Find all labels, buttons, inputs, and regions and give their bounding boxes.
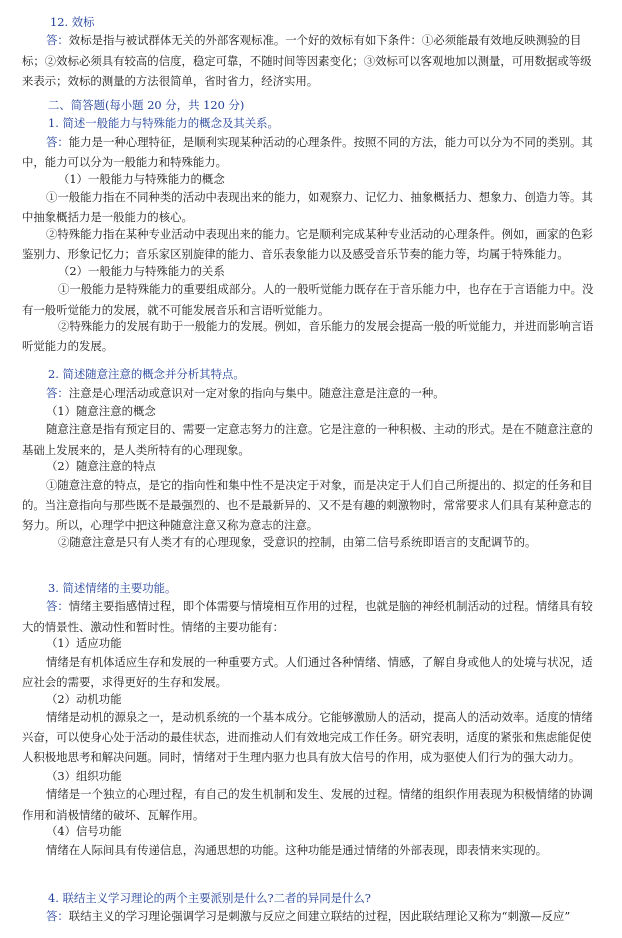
question-3-sub3-p1: 情绪是一个独立的心理过程，有自己的发生机制和发生、发展的过程。情绪的组织作用表现为积极情绪的协调作用和消极情绪的破坏、瓦解作用。	[22, 787, 593, 822]
question-1-title: 1. 简述一般能力与特殊能力的概念及其关系。	[48, 116, 279, 131]
question-1-sub1-title: （1）一般能力与特殊能力的概念	[58, 171, 225, 186]
question-2-sub1-p1: 随意注意是指有预定目的、需要一定意志努力的注意。它是注意的一种积极、主动的形式。是在不随意注意的基础上发展来的，是人类所特有的心理现象。	[22, 422, 593, 457]
question-1-sub2-title: （2）一般能力与特殊能力的关系	[58, 263, 225, 278]
item-12-answer	[22, 30, 600, 91]
question-3-title: 3. 简述情绪的主要功能。	[48, 580, 177, 595]
question-2-sub1-title: （1）随意注意的概念	[46, 403, 156, 418]
answer-label: 答：	[46, 33, 69, 48]
question-1-sub1-p1: ①一般能力指在不同种类的活动中表现出来的能力，如观察力、记忆力、抽象概括力、想象力、创造力等。其中抽象概括力是一般能力的核心。	[22, 190, 593, 225]
answer-label: 答：	[46, 385, 69, 400]
question-1-sub2-p2: ②特殊能力的发展有助于一般能力的发展。例如，音乐能力的发展会提高一般的听觉能力，并进而影响言语听觉能力的发展。	[22, 319, 594, 354]
question-3-sub1-title: （1）适应功能	[46, 636, 122, 651]
question-3-sub3-title: （3）组织功能	[46, 768, 122, 783]
answer-text: 注意是心理活动或意识对一定对象的指向与集中。随意注意是注意的一种。	[68, 385, 445, 400]
answer-text: 效标是指与被试群体无关的外部客观标准。一个好的效标有如下条件：①必须能最有效地反映测验的目标；②效标必须具有较高的信度，稳定可靠，不随时间等因素变化；③效标可以客观地加以测量，可用数据或等级来表示；效标的测量的方法很简单，省时省力，经济实用。	[22, 33, 592, 88]
question-1-sub1-p2: ②特殊能力指在某种专业活动中表现出来的能力。它是顺利完成某种专业活动的心理条件。例如，画家的色彩鉴别力、形象记忆力；音乐家区别旋律的能力、音乐表象能力以及感受音乐节奏的能力等，均属于特殊能力。	[22, 227, 593, 262]
answer-label: 答：	[46, 134, 69, 149]
section-heading: 二、简答题(每小题 20 分，共 120 分)	[48, 97, 245, 112]
answer-text: 情绪主要指感情过程，即个体需要与情境相互作用的过程，也就是脑的神经机制活动的过程。情绪具有较大的情景性、激动性和暂时性。情绪的主要功能有：	[22, 599, 593, 634]
answer-label: 答：	[46, 599, 69, 614]
question-3-answer	[22, 596, 600, 636]
question-1-answer	[22, 132, 600, 172]
question-2-sub2-p1: ①随意注意的特点，是它的指向性和集中性不是决定于对象，而是决定于人们自己所提出的、拟定的任务和目的。当注意指向与那些既不是最强烈的、也不是最新异的、又不是有趣的刺激物时，常常要求人们具有某种意志的努力。所以，心理学中把这种随意注意又称为意志的注意。	[22, 477, 593, 533]
question-3-sub2-p1: 情绪是动机的源泉之一，是动机系统的一个基本成分。它能够激励人的活动，提高人的活动效率。适度的情绪兴奋，可以使身心处于活动的最佳状态，进而推动人们有效地完成工作任务。研究表明，适度的紧张和焦虑能促使人积极地思考和解决问题。同时，情绪对于生理内驱力也具有放大信号的作用，成为驱使人们行为的强大动力。	[22, 709, 593, 765]
question-3-sub4-title: （4）信号功能	[46, 824, 122, 839]
question-2-title: 2. 简述随意注意的概念并分析其特点。	[48, 367, 245, 382]
question-2-sub2-title: （2）随意注意的特点	[46, 459, 156, 474]
question-2-sub2-p2: ②随意注意是只有人类才有的心理现象，受意识的控制，由第二信号系统即语言的支配调节的。	[58, 534, 537, 549]
question-3-sub1-p1: 情绪是有机体适应生存和发展的一种重要方式。人们通过各种情绪、情感，了解自身或他人的处境与状况，适应社会的需要，求得更好的生存和发展。	[22, 654, 593, 689]
answer-text: 联结主义的学习理论强调学习是刺激与反应之间建立联结的过程，因此联结理论又称为“刺激—反应”	[68, 909, 571, 923]
answer-label: 答：	[46, 909, 69, 923]
item-12-title: 12. 效标	[50, 15, 95, 29]
question-4-answer	[22, 906, 600, 926]
question-3-sub4-p1: 情绪在人际间具有传递信息，沟通思想的功能。这种功能是通过情绪的外部表现，即表情来实现的。	[46, 842, 548, 857]
question-1-sub2-p1: ①一般能力是特殊能力的重要组成部分。人的一般听觉能力既存在于音乐能力中，也存在于言语能力中。没有一般听觉能力的发展，就不可能发展音乐和言语听觉能力。	[22, 282, 594, 317]
answer-text: 能力是一种心理特征，是顺利实现某种活动的心理条件。按照不同的方法，能力可以分为不同的类别。其中，能力可以分为一般能力和特殊能力。	[22, 134, 593, 169]
question-4-title: 4. 联结主义学习理论的两个主要派别是什么?二者的异同是什么?	[48, 890, 371, 905]
question-3-sub2-title: （2）动机功能	[46, 691, 122, 706]
question-2-answer	[22, 383, 600, 403]
